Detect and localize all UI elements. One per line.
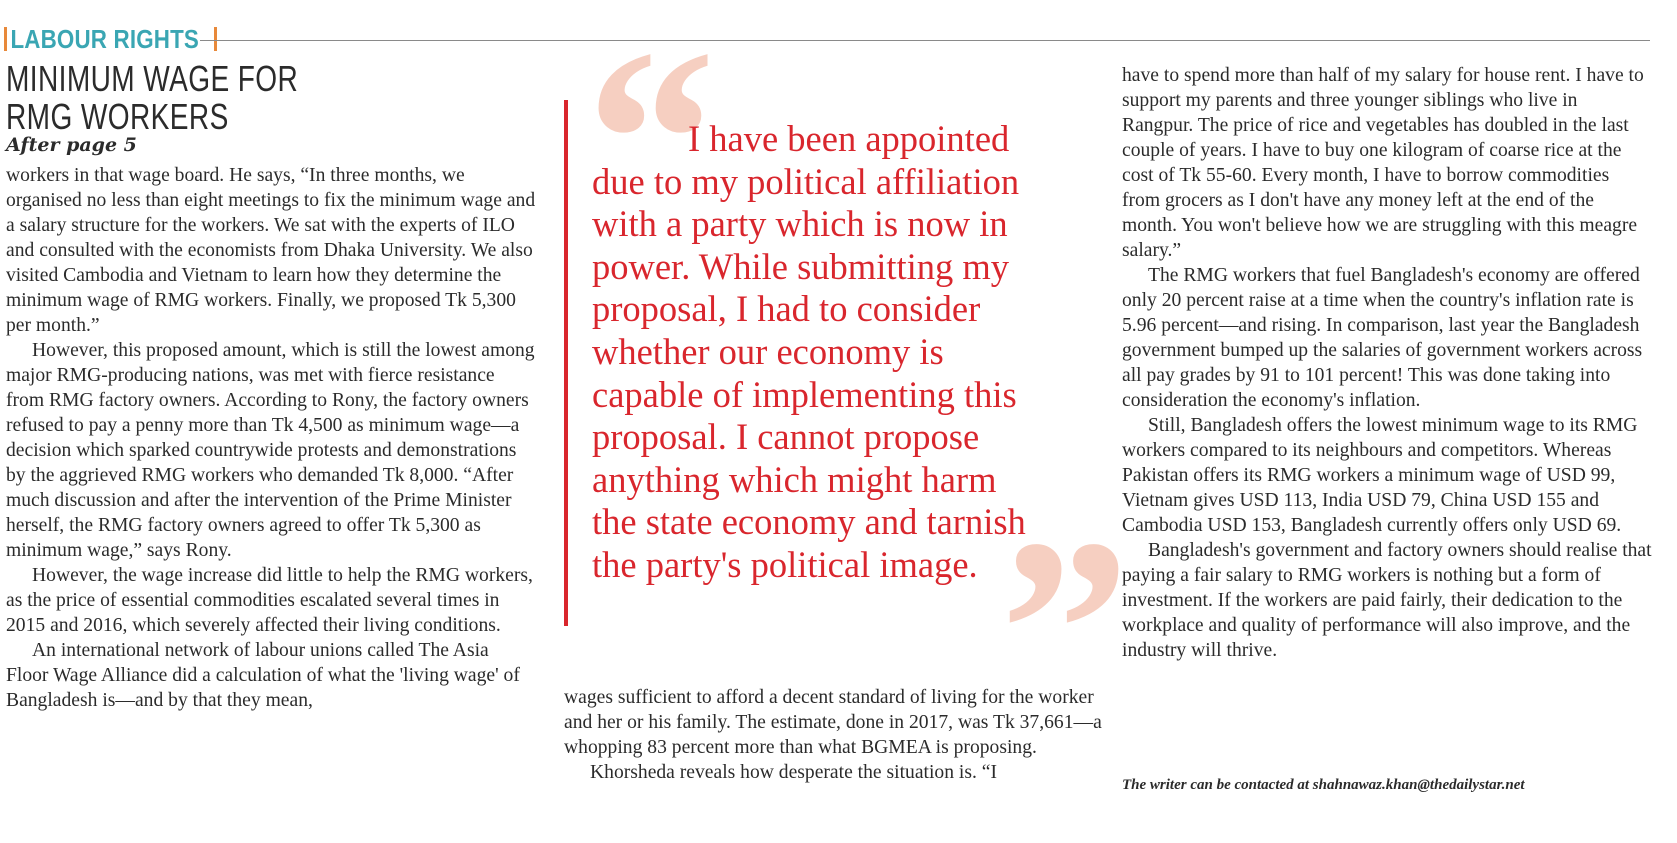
pull-quote-line: proposal. I cannot propose xyxy=(592,416,980,458)
pull-quote xyxy=(592,118,1092,587)
section-kicker xyxy=(4,24,217,54)
paragraph: workers in that wage board. He says, “In three months, we organised no less than eight meetings to fix the minimum wage and a salary structure for the workers. We sat with the experts of ILO and consulted with the economists from Dhaka University. We also visited Cambodia and Vietnam to learn how they determine the minimum wage of RMG workers. Finally, we proposed Tk 5,300 per month.” xyxy=(6,165,536,336)
close-quote-icon: ” xyxy=(1000,486,1130,774)
paragraph: The RMG workers that fuel Bangladesh's economy are offered only 20 percent raise at a time when the country's inflation rate is 5.96 percent—and rising. In comparison, last year the Bangladesh government bumped up the salaries of government workers across all pay grades by 91 to 101 percent! This was done taking into consideration the economy's inflation. xyxy=(1122,265,1643,411)
kicker-bar-right xyxy=(214,27,217,51)
pull-quote-line: the state economy and tarnish xyxy=(592,501,1026,543)
continued-from: After page 5 xyxy=(6,134,137,156)
section-rule xyxy=(200,40,1650,41)
paragraph: Khorsheda reveals how desperate the situation is. “I xyxy=(590,762,997,783)
article-column-2 xyxy=(564,685,1109,785)
paragraph: An international network of labour unions called The Asia Floor Wage Alliance did a calculation of what the 'living wage' of Bangladesh is—and by that they mean, xyxy=(6,640,520,711)
kicker-label: LABOUR RIGHTS xyxy=(10,23,200,54)
paragraph: wages sufficient to afford a decent standard of living for the worker and her or his family. The estimate, done in 2017, was Tk 37,661—a whopping 83 percent more than what BGMEA is proposing. xyxy=(564,687,1102,758)
pull-quote-line: anything which might harm xyxy=(592,458,997,500)
paragraph: Still, Bangladesh offers the lowest minimum wage to its RMG workers compared to its neighbours and competitors. Whereas Pakistan offers its RMG workers a minimum wage of USD 99, Vietnam gives USD 113, India USD 79, China USD 155 and Cambodia USD 153, Bangladesh currently offers only USD 69. xyxy=(1122,415,1638,536)
paragraph: However, this proposed amount, which is still the lowest among major RMG-producing nations, was met with fierce resistance from RMG factory owners. According to Rony, the factory owners refused to pay a penny more than Tk 4,500 as minimum wage—a decision which sparked countrywide protests and demonstrations by the aggrieved RMG workers who demanded Tk 8,000. “After much discussion and after the intervention of the Prime Minister herself, the RMG factory owners agreed to offer Tk 5,300 as minimum wage,” says Rony. xyxy=(6,340,535,561)
pull-quote-line: the party's political image. xyxy=(592,543,978,585)
pull-quote-line: capable of implementing this xyxy=(592,373,1017,415)
paragraph: However, the wage increase did little to help the RMG workers, as the price of essential commodities escalated several times in 2015 and 2016, which severely affected their living conditions. xyxy=(6,565,533,636)
pull-quote-line: with a party which is now in xyxy=(592,203,1008,245)
pull-quote-line: I have been appointed xyxy=(688,118,1010,159)
pull-quote-line: proposal, I had to consider xyxy=(592,288,981,330)
pull-quote-line: power. While submitting my xyxy=(592,245,1010,287)
headline-line: RMG WORKERS xyxy=(6,96,229,137)
article-column-3 xyxy=(1122,63,1652,663)
headline-line: MINIMUM WAGE FOR xyxy=(6,58,299,99)
headline xyxy=(6,60,334,136)
paragraph: Bangladesh's government and factory owners should realise that paying a fair salary to RMG workers is nothing but a form of investment. If the workers are paid fairly, their dedication to the workplace and quality of performance will also improve, and the industry will thrive. xyxy=(1122,540,1652,661)
author-contact: The writer can be contacted at shahnawaz.khan@thedailystar.net xyxy=(1122,777,1525,793)
paragraph: have to spend more than half of my salary for house rent. I have to support my parents and three younger siblings who live in Rangpur. The price of rice and vegetables has doubled in the last couple of years. I have to buy one kilogram of coarse rice at the cost of Tk 55-60. Every month, I have to borrow commodities from grocers as I don't have any money left at the end of the month. You won't believe how we are struggling with this meagre salary.” xyxy=(1122,65,1644,261)
article-column-1 xyxy=(6,163,536,713)
pull-quote-bar xyxy=(564,100,568,626)
pull-quote-line: due to my political affiliation xyxy=(592,160,1020,202)
open-quote-icon: “ xyxy=(586,0,716,284)
pull-quote-line: whether our economy is xyxy=(592,330,944,372)
